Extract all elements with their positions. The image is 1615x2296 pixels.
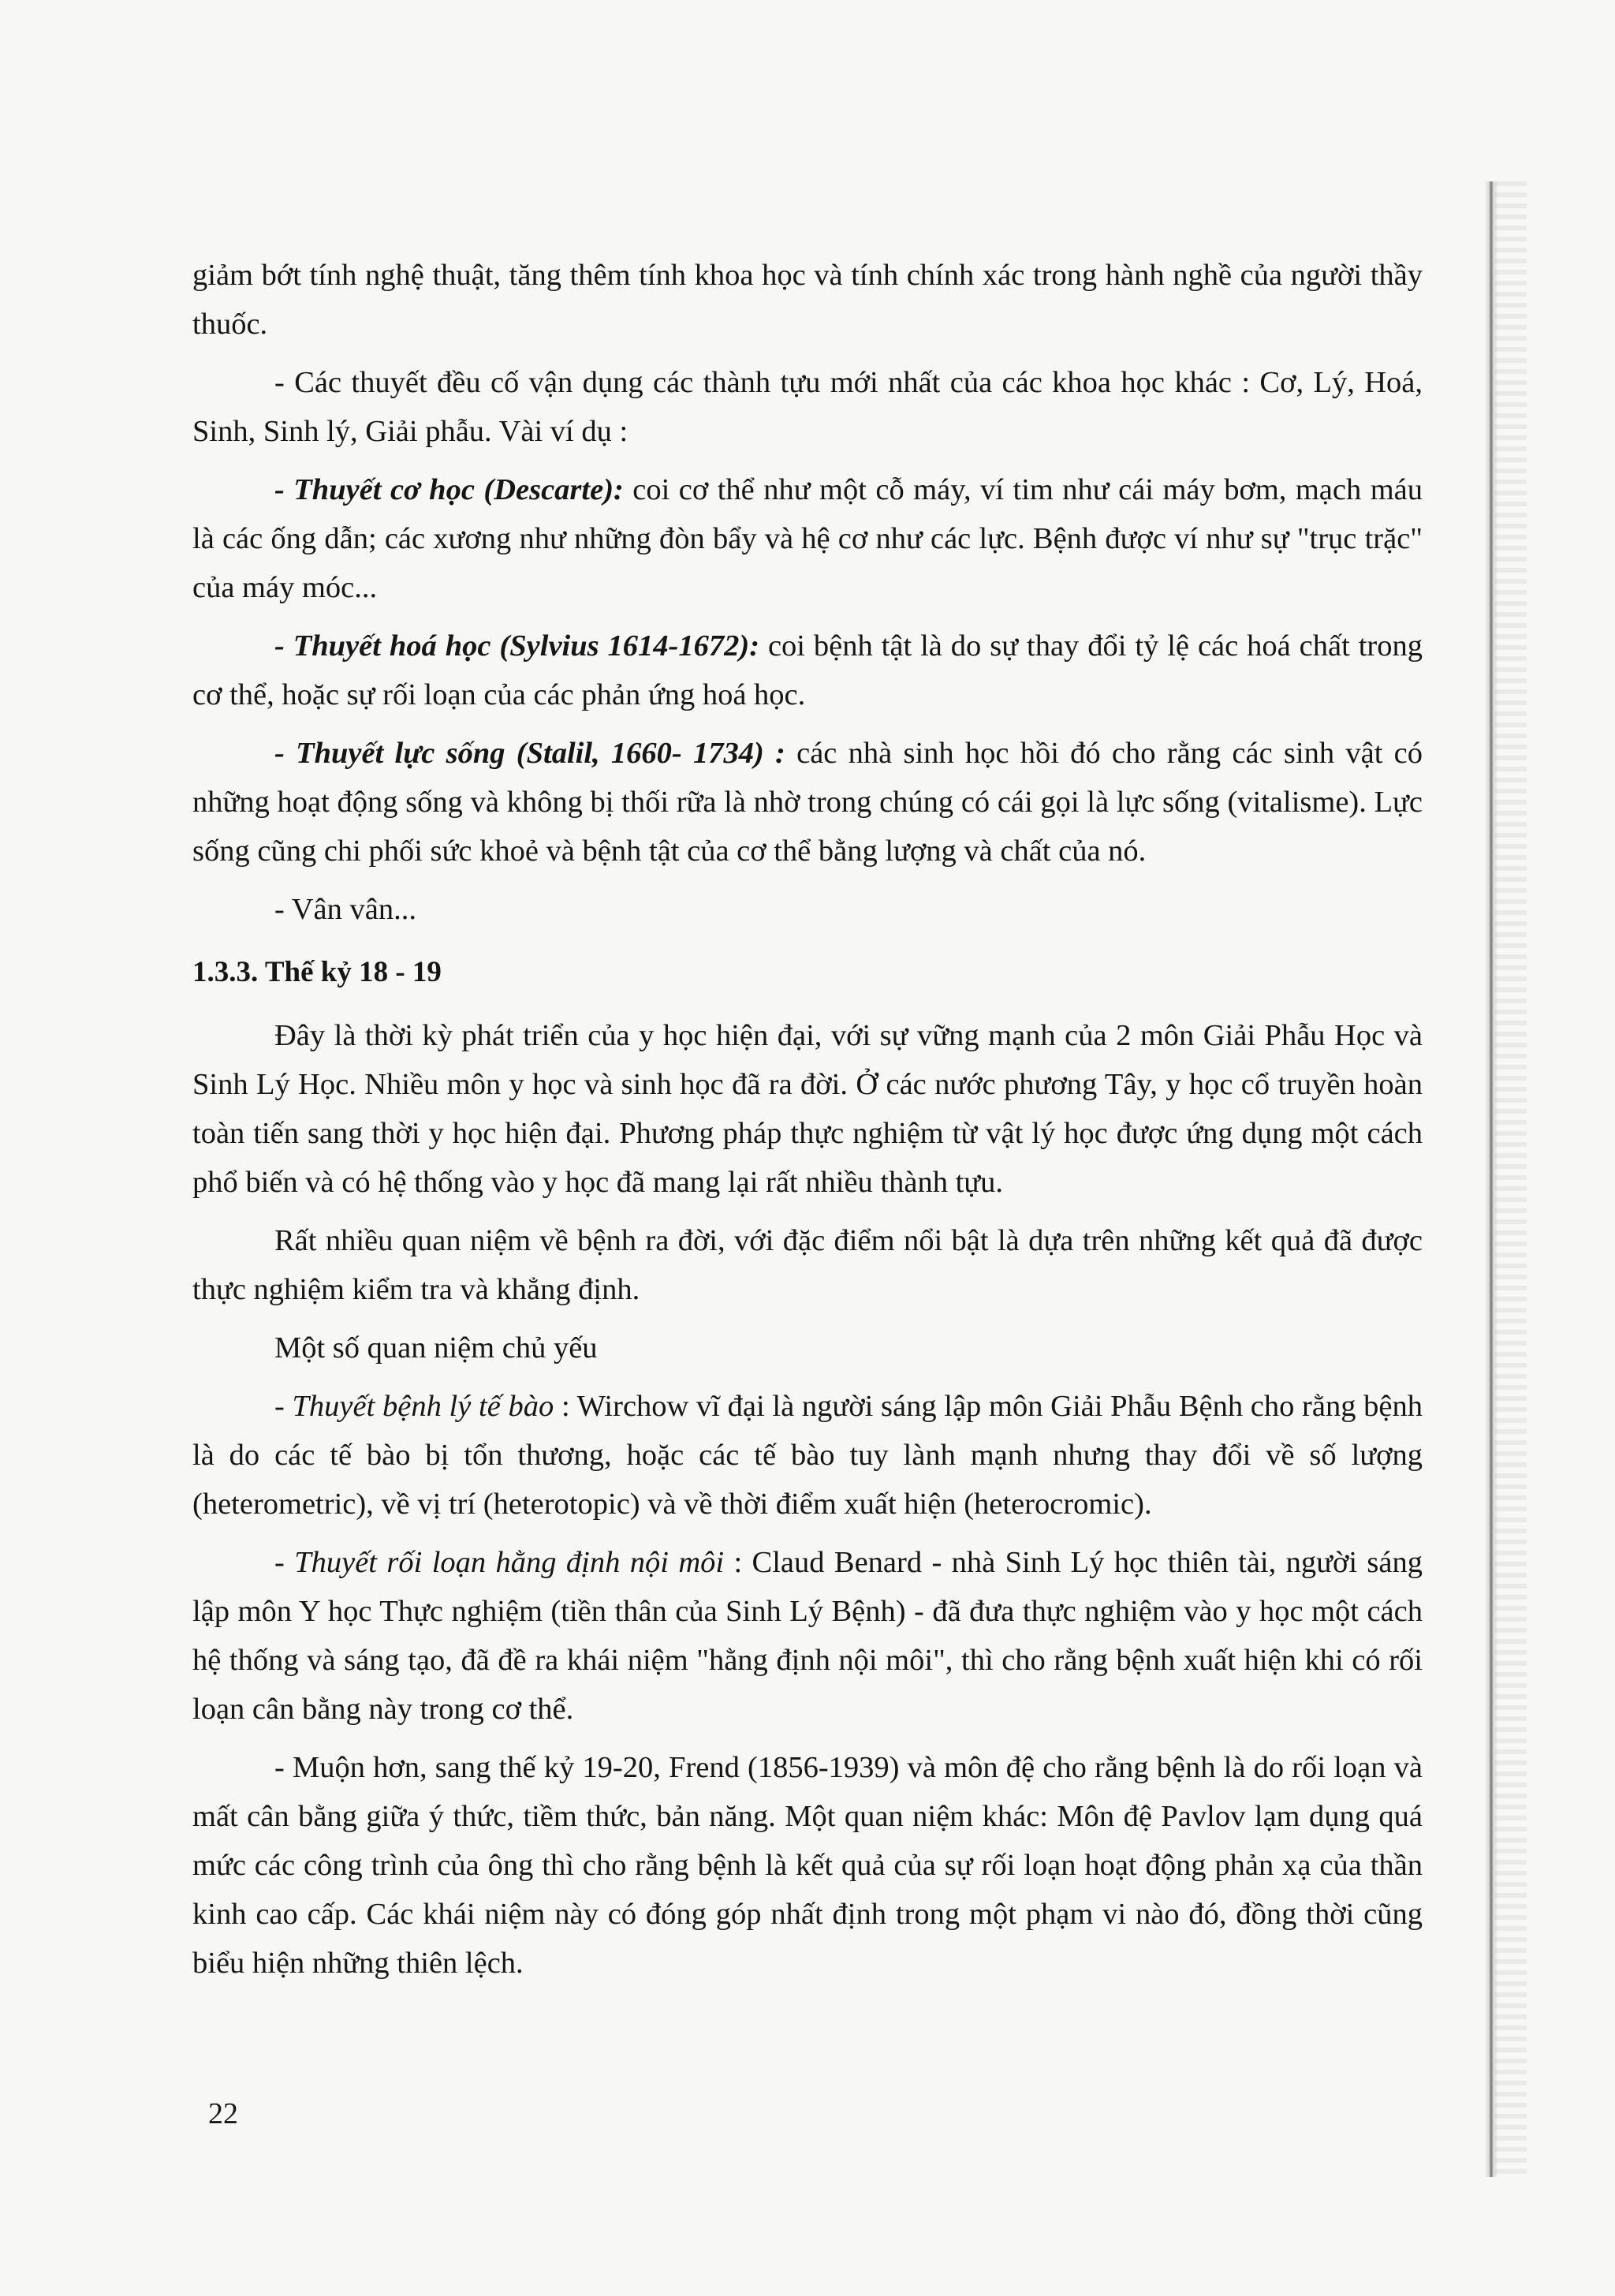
term-chemical-theory: - Thuyết hoá học (Sylvius 1614-1672): bbox=[274, 629, 760, 663]
body-text bbox=[192, 251, 1423, 1997]
paragraph-mechanical-theory bbox=[192, 465, 1423, 612]
paragraph-vitalism-theory bbox=[192, 729, 1423, 875]
paragraph-freud-pavlov: - Muộn hơn, sang thế kỷ 19-20, Frend (1856-1939) và môn đệ cho rằng bệnh là do rối loạn và mất cân bằng giữa ý thức, tiềm thức, bản năng. Một quan niệm khác: Môn đệ Pavlov lạm dụng quá mức các công trình của ông thì cho rằng bệnh là kết quả của sự rối loạn hoạt động phản xạ của thần kinh cao cấp. Các khái niệm này có đóng góp nhất định trong một phạm vi nào đó, đồng thời cũng biểu hiện những thiên lệch. bbox=[192, 1751, 1423, 1980]
desc-cell-pathology: : Wirchow vĩ đại là người sáng lập môn Giải Phẫu Bệnh cho rằng bệnh là do các tế bào bị tổn thương, hoặc các tế bào tuy lành mạnh nhưng thay đổi về số lượng (heterometric), về vị trí (heterotopic) và về thời điểm xuất hiện (heterocromic). bbox=[192, 1390, 1423, 1521]
desc-vitalism-theory: các nhà sinh học hồi đó cho rằng các sinh vật có những hoạt động sống và không bị thối rữa là nhờ trong chúng có cái gọi là lực sống (vitalisme). Lực sống cũng chi phối sức khoẻ và bệnh tật của cơ thể bằng lượng và chất của nó. bbox=[192, 737, 1423, 868]
paragraph-cell-pathology bbox=[192, 1382, 1423, 1529]
paragraph-etc: - Vân vân... bbox=[274, 893, 416, 926]
paragraph-disease-concepts: Rất nhiều quan niệm về bệnh ra đời, với đặc điểm nổi bật là dựa trên những kết quả đã được thực nghiệm kiểm tra và khẳng định. bbox=[192, 1224, 1423, 1306]
term-homeostasis: - Thuyết rối loạn hằng định nội môi bbox=[274, 1546, 725, 1579]
paragraph-theories-intro: - Các thuyết đều cố vận dụng các thành tựu mới nhất của các khoa học khác : Cơ, Lý, Hoá, Sinh, Sinh lý, Giải phẫu. Vài ví dụ : bbox=[192, 366, 1423, 448]
paragraph-chemical-theory bbox=[192, 622, 1423, 719]
desc-mechanical-theory: coi cơ thể như một cỗ máy, ví tim như cái máy bơm, mạch máu là các ống dẫn; các xương như những đòn bẩy và hệ cơ như các lực. Bệnh được ví như sự "trục trặc" của máy móc... bbox=[192, 473, 1423, 604]
desc-chemical-theory: coi bệnh tật là do sự thay đổi tỷ lệ các hoá chất trong cơ thể, hoặc sự rối loạn của các phản ứng hoá học. bbox=[192, 629, 1423, 711]
paragraph-modern-medicine: Đây là thời kỳ phát triển của y học hiện đại, với sự vững mạnh của 2 môn Giải Phẫu Học và Sinh Lý Học. Nhiều môn y học và sinh học đã ra đời. Ở các nước phương Tây, y học cổ truyền hoàn toàn tiến sang thời y học hiện đại. Phương pháp thực nghiệm từ vật lý học được ứng dụng một cách phổ biến và có hệ thống vào y học đã mang lại rất nhiều thành tựu. bbox=[192, 1019, 1423, 1199]
paragraph-continuation: giảm bớt tính nghệ thuật, tăng thêm tính khoa học và tính chính xác trong hành nghề của người thầy thuốc. bbox=[192, 259, 1423, 341]
term-vitalism-theory: - Thuyết lực sống (Stalil, 1660- 1734) : bbox=[274, 737, 785, 770]
term-mechanical-theory: - Thuyết cơ học (Descarte): bbox=[274, 473, 624, 506]
page-edge-shadow bbox=[1495, 181, 1527, 2177]
page-number: 22 bbox=[208, 2097, 238, 2130]
term-cell-pathology: - Thuyết bệnh lý tế bào bbox=[274, 1390, 554, 1423]
section-heading: 1.3.3. Thế kỷ 18 - 19 bbox=[192, 956, 442, 988]
paragraph-homeostasis bbox=[192, 1538, 1423, 1734]
paragraph-main-concepts: Một số quan niệm chủ yếu bbox=[274, 1331, 598, 1365]
desc-homeostasis: : Claud Benard - nhà Sinh Lý học thiên tài, người sáng lập môn Y học Thực nghiệm (tiền thân của Sinh Lý Bệnh) - đã đưa thực nghiệm vào y học một cách hệ thống và sáng tạo, đã đề ra khái niệm "hằng định nội môi", thì cho rằng bệnh xuất hiện khi có rối loạn cân bằng này trong cơ thể. bbox=[192, 1546, 1423, 1726]
